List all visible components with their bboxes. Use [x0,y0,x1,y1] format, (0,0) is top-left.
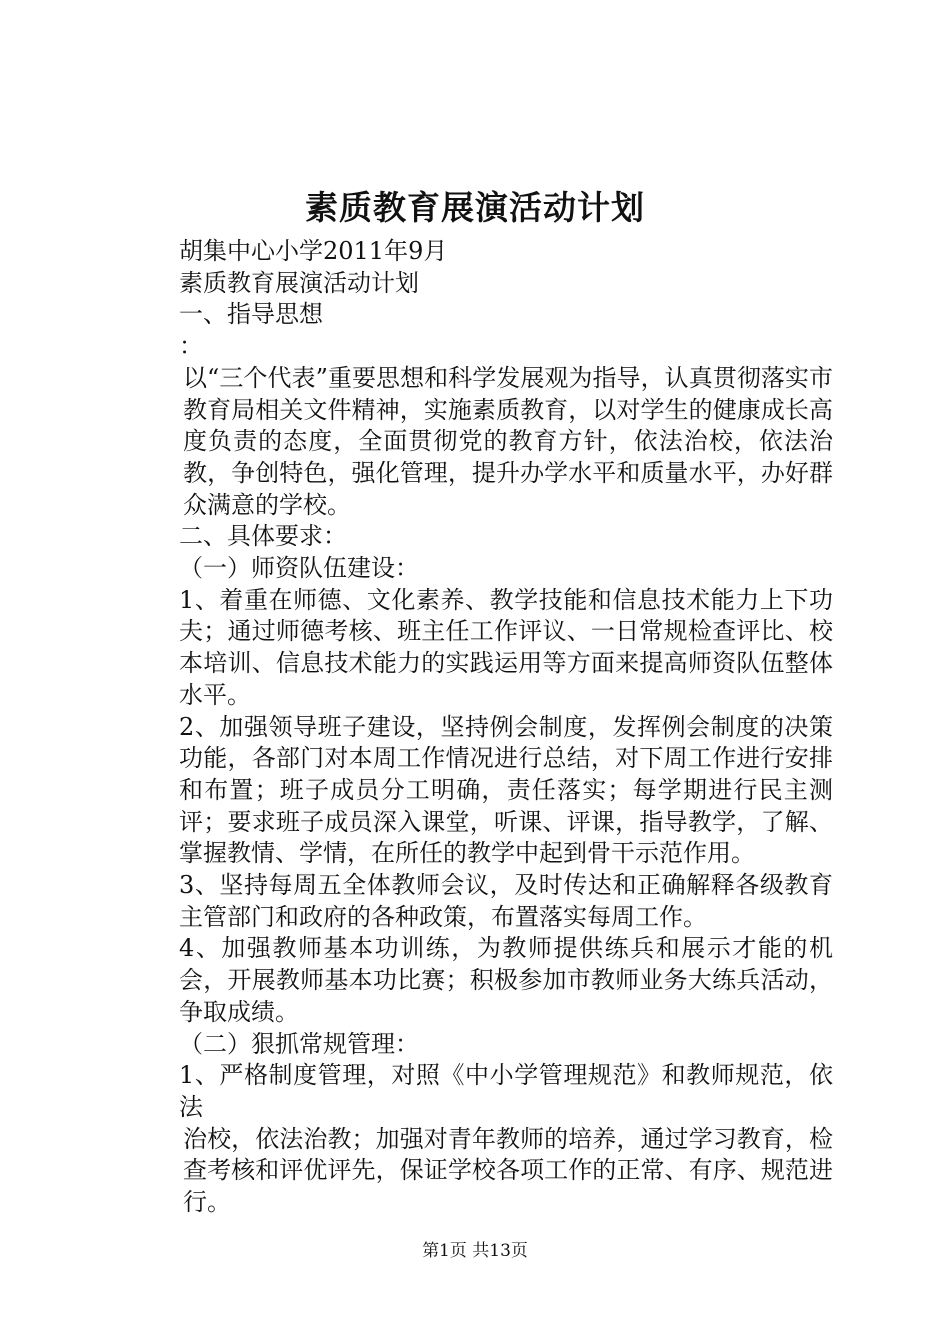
document-title: 素质教育展演活动计划 [305,188,645,227]
paragraph-item-4: 4、加强教师基本功训练，为教师提供练兵和展示才能的机会，开展教师基本功比赛；积极参加市教师业务大练兵活动，争取成绩。 [179,934,833,1026]
subsection-heading-teachers: （一）师资队伍建设： [179,554,419,583]
section-heading-requirements: 二、具体要求： [179,522,347,551]
page-footer: 第1页 共13页 [422,1241,528,1261]
subsection-heading-management: （二）狠抓常规管理： [179,1029,419,1058]
school-date-line: 胡集中心小学2011年9月 [179,237,448,265]
subtitle-line: 素质教育展演活动计划 [179,268,419,297]
paragraph-item-2: 2、加强领导班子建设，坚持例会制度，发挥例会制度的决策功能，各部门对本周工作情况进行总结，对下周工作进行安排和布置；班子成员分工明确，责任落实；每学期进行民主测评；要求班子成员深入课堂，听课、评课，指导教学，了解、掌握教情、学情，在所任的教学中起到骨干示范作用。 [179,712,833,868]
paragraph-item-1: 1、着重在师德、文化素养、教学技能和信息技术能力上下功夫；通过师德考核、班主任工作评议、一日常规检查评比、校本培训、信息技术能力的实践运用等方面来提高师资队伍整体水平。 [179,585,833,709]
paragraph-item-3: 3、坚持每周五全体教师会议，及时传达和正确解释各级教育主管部门和政府的各种政策，布置落实每周工作。 [179,871,833,931]
paragraph-management-1: 1、严格制度管理，对照《中小学管理规范》和教师规范，依法 [179,1061,833,1121]
section-heading-guiding-thought: 一、指导思想 [179,300,323,329]
paragraph-guiding-thought: 以“三个代表”重要思想和科学发展观为指导，认真贯彻落实市教育局相关文件精神，实施素质教育，以对学生的健康成长高度负责的态度，全面贯彻党的教育方针，依法治校，依法治教，争创特色，强化管理，提升办学水平和质量水平，办好群众满意的学校。 [183,363,833,519]
paragraph-management-1-cont: 治校，依法治教；加强对青年教师的培养，通过学习教育，检查考核和评优评先，保证学校各项工作的正常、有序、规范进行。 [183,1124,833,1217]
document-body [127,236,833,1219]
colon-line: ： [179,332,203,361]
